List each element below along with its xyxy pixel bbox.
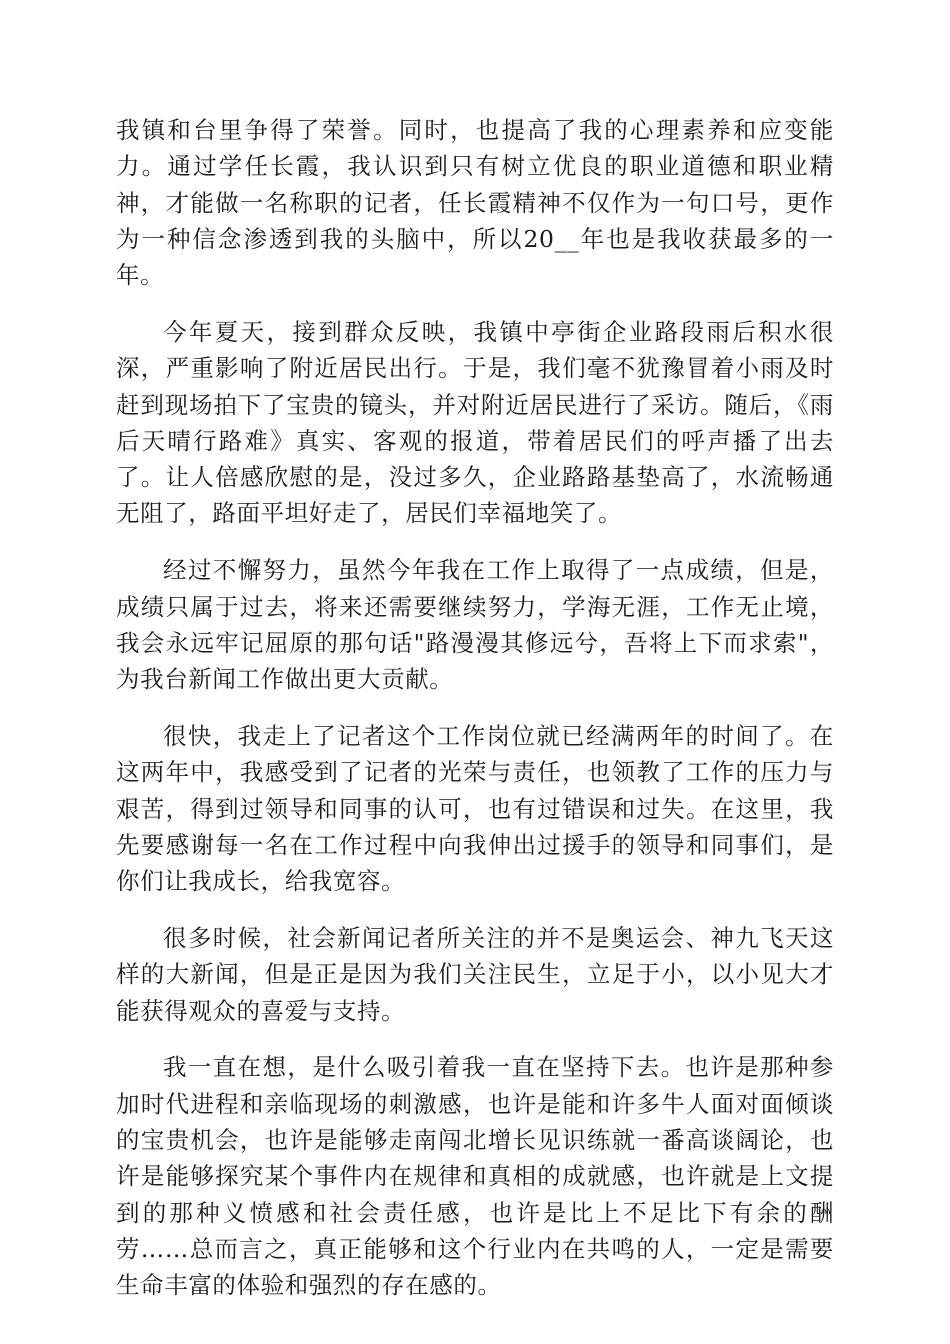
document-body	[116, 112, 834, 1324]
paragraph-3: 经过不懈努力，虽然今年我在工作上取得了一点成绩，但是，成绩只属于过去，将来还需要继续努力，学海无涯，工作无止境，我会永远牢记屈原的那句话"路漫漫其修远兮，吾将上下而求索"，为我台新闻工作做出更大贡献。	[116, 556, 834, 694]
paragraph-2: 今年夏天，接到群众反映，我镇中亭街企业路段雨后积水很深，严重影响了附近居民出行。于是，我们毫不犹豫冒着小雨及时赶到现场拍下了宝贵的镜头，并对附近居民进行了采访。随后，《雨后天晴行路难》真实、客观的报道，带着居民们的呼声播了出去了。让人倍感欣慰的是，没过多久，企业路路基垫高了，水流畅通无阻了，路面平坦好走了，居民们幸福地笑了。	[116, 317, 834, 528]
paragraph-1: 我镇和台里争得了荣誉。同时，也提高了我的心理素养和应变能力。通过学任长霞，我认识到只有树立优良的职业道德和职业精神，才能做一名称职的记者，任长霞精神不仅作为一句口号，更作为一种信念渗透到我的头脑中，所以20__年也是我收获最多的一年。	[116, 116, 834, 290]
paragraph-4: 很快，我走上了记者这个工作岗位就已经满两年的时间了。在这两年中，我感受到了记者的光荣与责任，也领教了工作的压力与艰苦，得到过领导和同事的认可，也有过错误和过失。在这里，我先要感谢每一名在工作过程中向我伸出过援手的领导和同事们，是你们让我成长，给我宽容。	[116, 721, 834, 896]
paragraph-5: 很多时候，社会新闻记者所关注的并不是奥运会、神九飞天这样的大新闻，但是正是因为我们关注民生，立足于小，以小见大才能获得观众的喜爱与支持。	[116, 923, 834, 1025]
paragraph-6: 我一直在想，是什么吸引着我一直在坚持下去。也许是那种参加时代进程和亲临现场的刺激感，也许是能和许多牛人面对面倾谈的宝贵机会，也许是能够走南闯北增长见识练就一番高谈阔论，也许是能够探究某个事件内在规律和真相的成就感，也许就是上文提到的那种义愤感和社会责任感，也许是比上不足比下有余的酬劳……总而言之，真正能够和这个行业内在共鸣的人，一定是需要生命丰富的体验和强烈的存在感的。	[116, 1053, 834, 1300]
